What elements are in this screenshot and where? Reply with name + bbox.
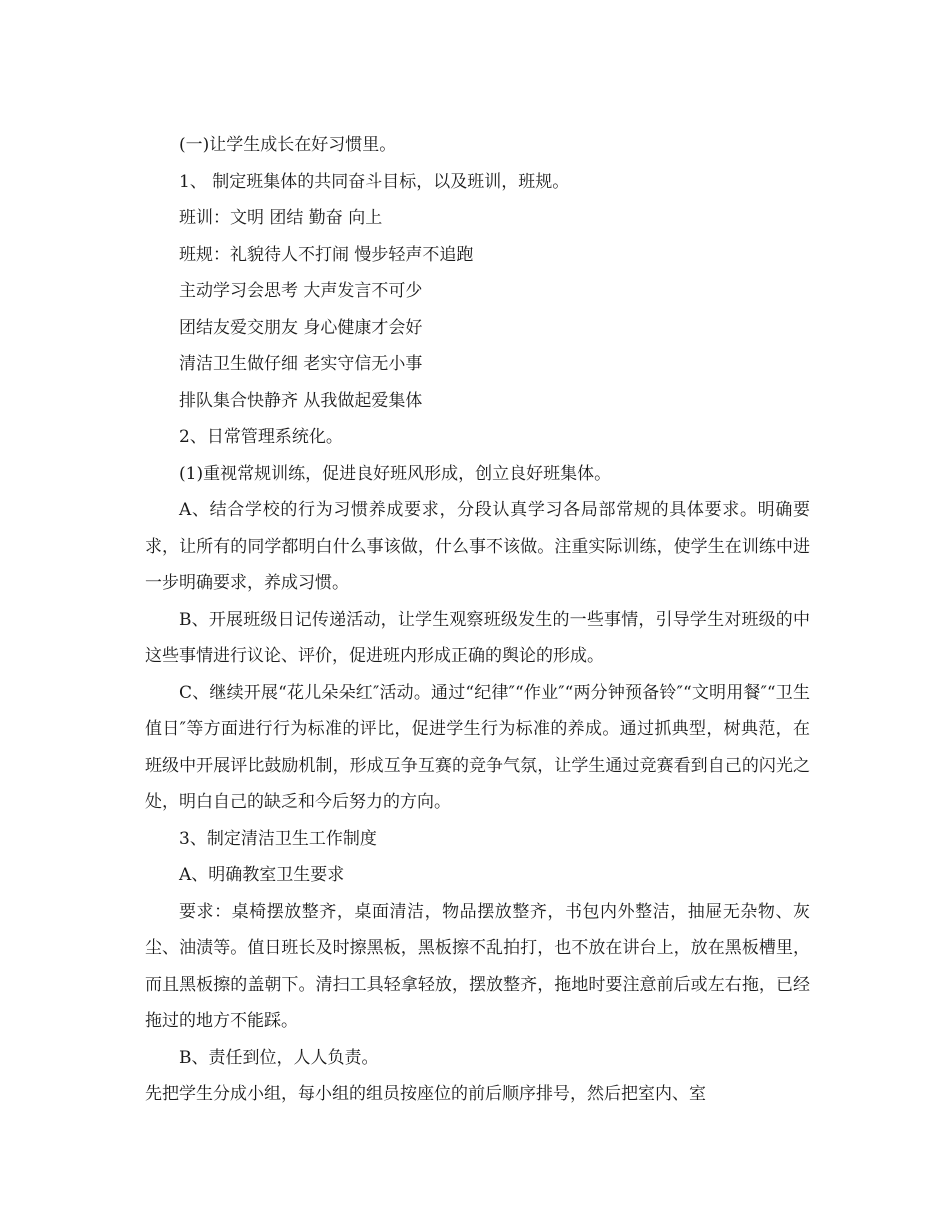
document-body — [145, 127, 810, 1113]
class-rules-line-5: 排队集合快静齐 从我做起爱集体 — [179, 390, 423, 411]
paragraph-item-1: 1、 制定班集体的共同奋斗目标，以及班训，班规。 — [179, 171, 570, 192]
paragraph-b: B、开展班级日记传递活动，让学生观察班级发生的一些事情，引导学生对班级的中这些事情进行议论、评价，促进班内形成正确的舆论的形成。 — [145, 609, 810, 666]
section-heading: (一)让学生成长在好习惯里。 — [179, 135, 397, 155]
class-rules-line-3: 团结友爱交朋友 身心健康才会好 — [179, 317, 423, 338]
paragraph-3b: B、责任到位，人人负责。 — [179, 1047, 379, 1068]
paragraph-subitem-1: (1)重视常规训练，促进良好班风形成，创立良好班集体。 — [179, 463, 612, 484]
class-motto: 班训：文明 团结 勤奋 向上 — [179, 208, 383, 228]
paragraph-requirements: 要求：桌椅摆放整齐，桌面清洁，物品摆放整齐，书包内外整洁，抽屉无杂物、灰尘、油渍等。值日班长及时擦黑板，黑板擦不乱拍打，也不放在讲台上，放在黑板槽里，而且黑板擦的盖朝下。清扫工具轻拿轻放，摆放整齐，拖地时要注意前后或左右拖，已经拖过的地方不能踩。 — [145, 901, 810, 1031]
paragraph-c: C、继续开展“花儿朵朵红″活动。通过“纪律″“作业″“两分钟预备铃″“文明用餐″“卫生值日″等方面进行行为标准的评比，促进学生行为标准的养成。通过抓典型，树典范，在班级中开展评比鼓励机制，形成互争互赛的竞争气氛，让学生通过竞赛看到自己的闪光之处，明白自己的缺乏和今后努力的方向。 — [145, 682, 810, 812]
paragraph-item-3: 3、制定清洁卫生工作制度 — [179, 828, 377, 849]
class-rules-line-4: 清洁卫生做仔细 老实守信无小事 — [179, 354, 423, 374]
paragraph-item-2: 2、日常管理系统化。 — [179, 427, 343, 447]
class-rules-line-1: 班规：礼貌待人不打闹 慢步轻声不追跑 — [179, 244, 474, 265]
paragraph-3a: A、明确教室卫生要求 — [179, 865, 345, 885]
paragraph-last: 先把学生分成小组，每小组的组员按座位的前后顺序排号，然后把室内、室 — [145, 1084, 706, 1104]
paragraph-a: A、结合学校的行为习惯养成要求，分段认真学习各局部常规的具体要求。明确要求，让所有的同学都明白什么事该做，什么事不该做。注重实际训练，使学生在训练中进一步明确要求，养成习惯。 — [145, 500, 810, 593]
class-rules-line-2: 主动学习会思考 大声发言不可少 — [179, 281, 423, 301]
